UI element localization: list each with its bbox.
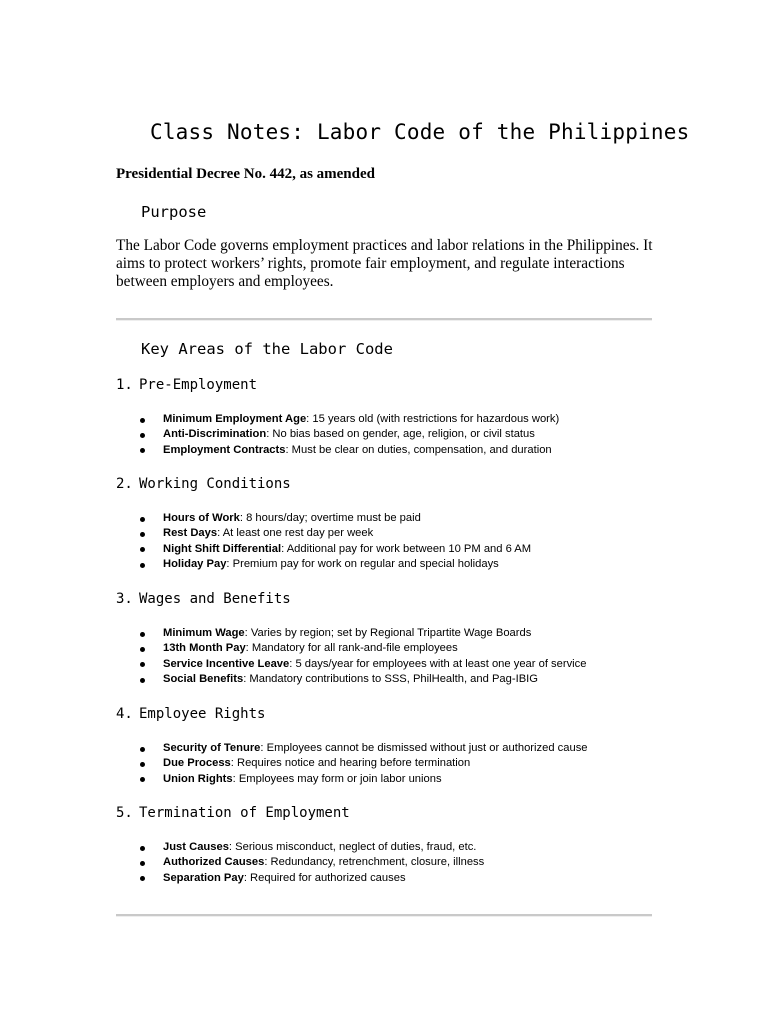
item-description: : Employees may form or join labor unions <box>232 772 442 785</box>
section-title: Working Conditions <box>139 476 291 492</box>
item-term: Minimum Employment Age <box>163 413 307 425</box>
item-description: : 15 years old (with restrictions for hazardous work) <box>306 413 560 425</box>
key-areas-heading: Key Areas of the Labor Code <box>141 340 393 358</box>
item-term: Just Causes <box>163 841 229 853</box>
list-item <box>0 443 559 458</box>
list-item <box>0 756 588 771</box>
section-title: Employee Rights <box>139 706 266 722</box>
item-term: Social Benefits <box>163 673 244 686</box>
section-list-termination <box>0 840 484 886</box>
item-description: : Mandatory for all rank-and-file employees <box>245 642 458 655</box>
purpose-heading: Purpose <box>141 203 207 221</box>
bullet-icon <box>140 563 145 568</box>
list-item <box>0 427 559 442</box>
section-number: 2. <box>116 476 133 492</box>
bullet-icon <box>140 777 145 782</box>
list-item <box>0 772 588 787</box>
list-item <box>0 526 531 541</box>
bullet-icon <box>140 861 145 866</box>
section-list-working-conditions <box>0 511 531 573</box>
list-item <box>0 672 586 687</box>
list-item <box>0 871 484 886</box>
list-item <box>0 741 588 756</box>
bullet-icon <box>140 418 145 423</box>
section-heading-employee-rights <box>116 706 265 722</box>
item-description: : 5 days/year for employees with at least one year of service <box>289 657 587 670</box>
item-description: : At least one rest day per week <box>217 527 374 540</box>
section-number: 3. <box>116 591 133 607</box>
section-list-wages-benefits <box>0 626 586 688</box>
item-term: 13th Month Pay <box>163 642 246 655</box>
item-description: : Redundancy, retrenchment, closure, illness <box>264 856 485 869</box>
item-description: : Premium pay for work on regular and special holidays <box>226 558 499 571</box>
list-item <box>0 840 484 855</box>
item-description: : No bias based on gender, age, religion, or civil status <box>266 428 535 441</box>
section-number: 1. <box>116 377 133 393</box>
bullet-icon <box>140 678 145 683</box>
section-list-employee-rights <box>0 741 588 787</box>
bullet-icon <box>140 547 145 552</box>
bullet-icon <box>140 517 145 522</box>
item-description: : Additional pay for work between 10 PM and 6 AM <box>281 542 532 555</box>
bullet-icon <box>140 448 145 453</box>
page-subtitle: Presidential Decree No. 442, as amended <box>116 166 375 182</box>
page-title: Class Notes: Labor Code of the Philippines <box>150 120 690 144</box>
list-item <box>0 626 586 641</box>
bullet-icon <box>140 762 145 767</box>
section-heading-working-conditions <box>116 476 291 492</box>
section-number: 4. <box>116 706 133 722</box>
purpose-paragraph: The Labor Code governs employment practices and labor relations in the Philippines. It aims to protect workers’ rights, promote fair employment, and regulate interactions between employers and employees. <box>116 237 653 290</box>
section-title: Wages and Benefits <box>139 591 291 607</box>
bullet-icon <box>140 647 145 652</box>
horizontal-divider <box>116 914 652 917</box>
bullet-icon <box>140 747 145 752</box>
item-description: : Requires notice and hearing before termination <box>230 757 471 770</box>
bullet-icon <box>140 433 145 438</box>
item-term: Holiday Pay <box>163 558 227 571</box>
bullet-icon <box>140 876 145 881</box>
item-description: : Varies by region; set by Regional Tripartite Wage Boards <box>244 627 532 639</box>
item-term: Service Incentive Leave <box>163 657 290 670</box>
section-title: Pre-Employment <box>139 377 258 393</box>
section-heading-termination <box>116 805 350 821</box>
list-item <box>0 542 531 557</box>
item-term: Separation Pay <box>163 871 244 884</box>
list-item <box>0 855 484 870</box>
section-title: Termination of Employment <box>139 805 350 821</box>
list-item <box>0 641 586 656</box>
item-description: : Must be clear on duties, compensation, and duration <box>285 443 552 456</box>
item-term: Security of Tenure <box>163 742 261 754</box>
item-term: Anti-Discrimination <box>163 428 267 441</box>
item-description: : Serious misconduct, neglect of duties, fraud, etc. <box>228 841 477 853</box>
item-term: Authorized Causes <box>163 856 265 869</box>
list-item <box>0 557 531 572</box>
section-number: 5. <box>116 805 133 821</box>
item-term: Night Shift Differential <box>163 542 282 555</box>
section-list-pre-employment <box>0 412 559 458</box>
item-term: Union Rights <box>163 772 233 785</box>
item-term: Minimum Wage <box>163 627 245 639</box>
bullet-icon <box>140 632 145 637</box>
item-description: : Mandatory contributions to SSS, PhilHealth, and Pag-IBIG <box>243 673 538 686</box>
section-heading-pre-employment <box>116 377 257 393</box>
item-description: : 8 hours/day; overtime must be paid <box>239 512 421 524</box>
bullet-icon <box>140 532 145 537</box>
list-item <box>0 412 559 427</box>
section-heading-wages-benefits <box>116 591 291 607</box>
bullet-icon <box>140 846 145 851</box>
item-term: Due Process <box>163 757 231 770</box>
item-term: Rest Days <box>163 527 218 540</box>
item-term: Hours of Work <box>163 512 240 524</box>
bullet-icon <box>140 662 145 667</box>
item-description: : Employees cannot be dismissed without just or authorized cause <box>260 742 588 754</box>
item-description: : Required for authorized causes <box>243 871 406 884</box>
item-term: Employment Contracts <box>163 443 286 456</box>
list-item <box>0 657 586 672</box>
list-item <box>0 511 531 526</box>
horizontal-divider <box>116 318 652 321</box>
